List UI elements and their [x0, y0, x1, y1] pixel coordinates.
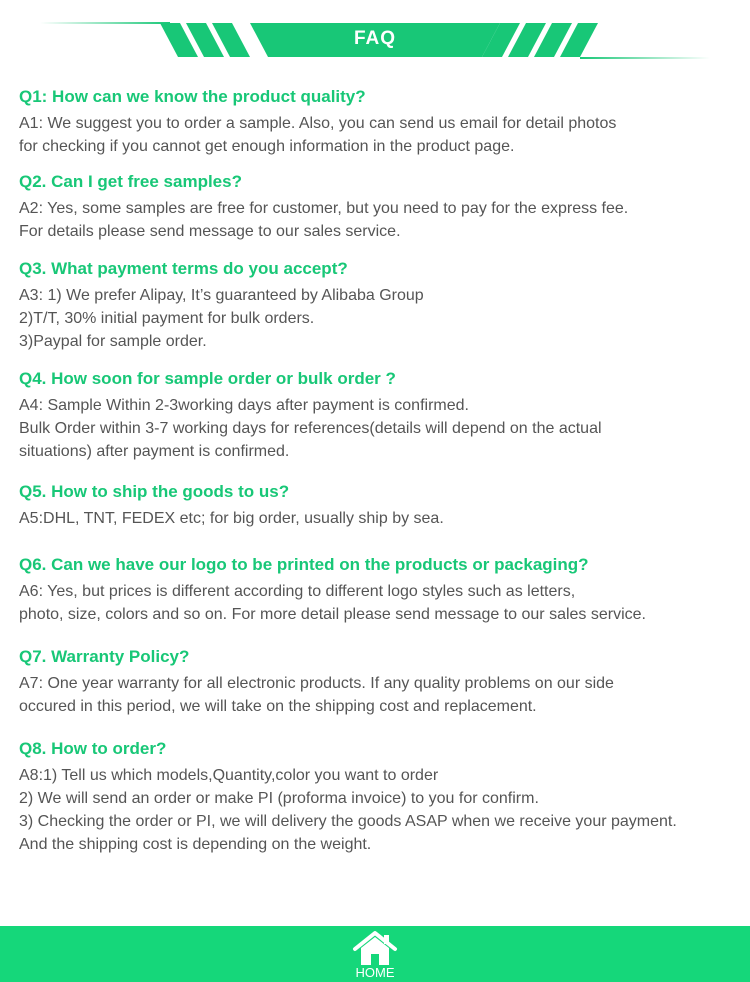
home-footer-bar[interactable] — [0, 926, 750, 982]
faq-question: Q8. How to order? — [19, 739, 167, 758]
faq-answer-line: A4: Sample Within 2-3working days after payment is confirmed. — [19, 397, 469, 414]
faq-answer-line: A7: One year warranty for all electronic products. If any quality problems on our side — [19, 675, 614, 692]
faq-answer-line: for checking if you cannot get enough information in the product page. — [19, 138, 515, 155]
faq-question: Q5. How to ship the goods to us? — [19, 482, 290, 501]
faq-answer — [19, 672, 739, 718]
faq-answer — [19, 507, 739, 530]
faq-question: Q3. What payment terms do you accept? — [19, 259, 348, 278]
faq-answer-line: 3)Paypal for sample order. — [19, 333, 207, 350]
home-icon[interactable] — [351, 930, 399, 966]
faq-item — [19, 481, 739, 530]
faq-answer-line: Bulk Order within 3-7 working days for references(details will depend on the actual — [19, 420, 602, 437]
faq-answer-line: For details please send message to our sales service. — [19, 223, 401, 240]
faq-item — [19, 646, 739, 718]
faq-answer — [19, 764, 739, 856]
faq-item — [19, 738, 739, 856]
home-link[interactable]: HOME — [355, 965, 395, 980]
faq-question: Q6. Can we have our logo to be printed on the products or packaging? — [19, 555, 589, 574]
faq-answer-line: A6: Yes, but prices is different according to different logo styles such as letters, — [19, 583, 576, 600]
faq-question: Q2. Can I get free samples? — [19, 172, 242, 191]
faq-answer — [19, 112, 739, 158]
faq-answer-line: 3) Checking the order or PI, we will delivery the goods ASAP when we receive your payment. — [19, 813, 677, 830]
faq-item — [19, 171, 739, 243]
faq-answer-line: photo, size, colors and so on. For more detail please send message to our sales service. — [19, 606, 646, 623]
faq-question: Q4. How soon for sample order or bulk order ? — [19, 369, 396, 388]
faq-answer — [19, 197, 739, 243]
faq-item — [19, 258, 739, 353]
faq-answer — [19, 394, 739, 463]
faq-answer — [19, 580, 739, 626]
faq-answer-line: A5:DHL, TNT, FEDEX etc; for big order, usually ship by sea. — [19, 510, 444, 527]
faq-answer-line: 2)T/T, 30% initial payment for bulk orders. — [19, 310, 315, 327]
faq-answer-line: A2: Yes, some samples are free for customer, but you need to pay for the express fee. — [19, 200, 629, 217]
faq-question: Q1: How can we know the product quality? — [19, 87, 366, 106]
faq-answer-line: 2) We will send an order or make PI (proforma invoice) to you for confirm. — [19, 790, 539, 807]
faq-item — [19, 368, 739, 463]
page-title: FAQ — [353, 28, 397, 49]
faq-item — [19, 86, 739, 158]
faq-item — [19, 554, 739, 626]
faq-answer-line: A1: We suggest you to order a sample. Also, you can send us email for detail photos — [19, 115, 617, 132]
faq-answer-line: occured in this period, we will take on the shipping cost and replacement. — [19, 698, 537, 715]
faq-answer-line: situations) after payment is confirmed. — [19, 443, 290, 460]
faq-question: Q7. Warranty Policy? — [19, 647, 190, 666]
faq-answer-line: And the shipping cost is depending on the weight. — [19, 836, 372, 853]
faq-answer — [19, 284, 739, 353]
faq-answer-line: A3: 1) We prefer Alipay, It’s guaranteed by Alibaba Group — [19, 287, 424, 304]
faq-answer-line: A8:1) Tell us which models,Quantity,color you want to order — [19, 767, 439, 784]
faq-banner — [0, 0, 750, 80]
